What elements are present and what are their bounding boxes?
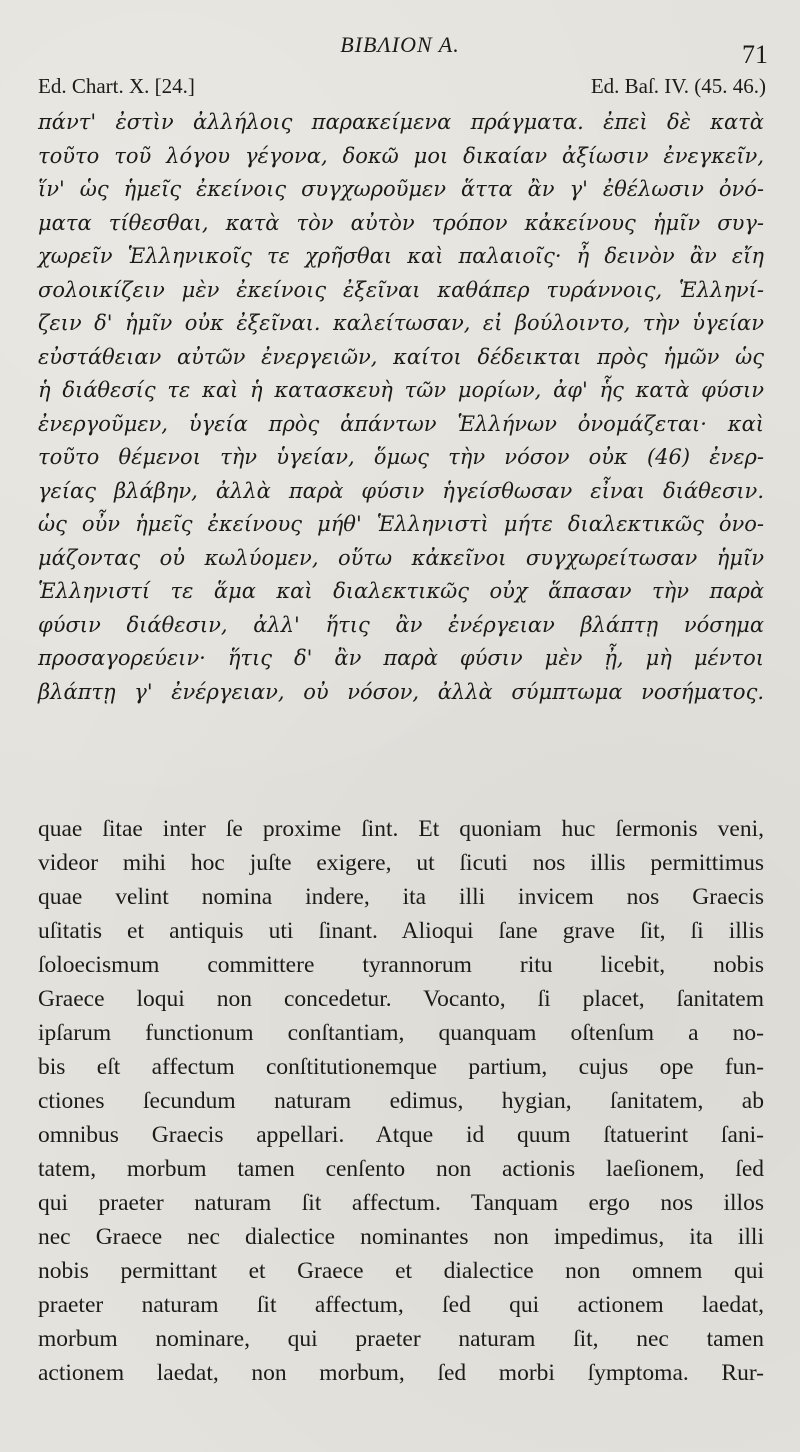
latin-text-line: bis eſt affectum conſtitutionemque partium, cujus ope fun- <box>38 1054 764 1080</box>
edition-reference-left: Ed. Chart. X. [24.] <box>38 74 195 98</box>
greek-text-line: τοῦτο θέμενοι τὴν ὑγείαν, ὅμως τὴν νόσον οὐκ (46) ἐνερ- <box>38 445 764 469</box>
greek-text-line: τοῦτο τοῦ λόγου γέγονα, δοκῶ μοι δικαίαν ἀξίωσιν ἐνεγκεῖν, <box>38 143 764 168</box>
greek-text-line: βλάπτῃ γ' ἐνέργειαν, οὐ νόσον, ἀλλὰ σύμπτωμα νοσήματος. <box>38 679 764 704</box>
greek-text-line: προσαγορεύειν· ἥτις δ' ἂν παρὰ φύσιν μὲν ᾖ, μὴ μέντοι <box>38 646 764 670</box>
greek-text-line: ἡ διάθεσίς τε καὶ ἡ κατασκευὴ τῶν μορίων, ἀφ' ἧς κατὰ φύσιν <box>38 378 764 402</box>
greek-text-line: ματα τίθεσθαι, κατὰ τὸν αὐτὸν τρόπον κἀκείνους ἡμῖν συγ- <box>38 210 764 235</box>
latin-text-line: tatem, morbum tamen cenſento non actionis laeſionem, ſed <box>38 1156 764 1182</box>
greek-text-block <box>38 106 764 709</box>
greek-text-line: μάζοντας οὐ κωλύομεν, οὕτω κἀκεῖνοι συγχωρείτωσαν ἡμῖν <box>38 545 764 570</box>
greek-text-line: σολοικίζειν μὲν ἐκείνοις ἐξεῖναι καθάπερ τυράννοις, Ἑλληνί- <box>38 277 764 302</box>
greek-text-line: πάντ' ἐστὶν ἀλλήλοις παρακείμενα πράγματα. ἐπεὶ δὲ κατὰ <box>38 110 764 134</box>
greek-text-line: χωρεῖν Ἑλληνικοῖς τε χρῆσθαι καὶ παλαιοῖς· ἦ δεινὸν ἂν εἴη <box>38 244 764 268</box>
greek-text-line: ἵν' ὡς ἡμεῖς ἐκείνοις συγχωροῦμεν ἅττα ἂν γ' ἐθέλωσιν ὀνό- <box>38 177 764 201</box>
latin-text-line: nec Graece nec dialectice nominantes non impedimus, ita illi <box>38 1224 764 1250</box>
running-head-title: ΒΙΒΛΙΟΝ Α. <box>340 32 460 57</box>
page-number: 71 <box>742 40 768 69</box>
latin-text-line: videor mihi hoc juſte exigere, ut ſicuti nos illis permittimus <box>38 850 764 876</box>
greek-text-line: γείας βλάβην, ἀλλὰ παρὰ φύσιν ἡγείσθωσαν εἶναι διάθεσιν. <box>38 478 764 503</box>
latin-text-line: omnibus Graecis appellari. Atque id quum ſtatuerint ſani- <box>38 1122 764 1148</box>
greek-text-line: εὐστάθειαν αὐτῶν ἐνεργειῶν, καίτοι δέδεικται πρὸς ἡμῶν ὡς <box>38 344 764 369</box>
latin-text-line: Graece loqui non concedetur. Vocanto, ſi placet, ſanitatem <box>38 986 764 1012</box>
latin-text-line: quae velint nomina indere, ita illi invicem nos Graecis <box>38 884 764 910</box>
latin-text-line: ctiones ſecundum naturam edimus, hygian, ſanitatem, ab <box>38 1088 764 1114</box>
edition-reference-right: Ed. Baſ. IV. (45. 46.) <box>590 74 766 98</box>
latin-text-line: ſoloecismum committere tyrannorum ritu licebit, nobis <box>38 952 764 978</box>
latin-text-line: praeter naturam ſit affectum, ſed qui actionem laedat, <box>38 1292 764 1318</box>
latin-text-line: quae ſitae inter ſe proxime ſint. Et quoniam huc ſermonis veni, <box>38 816 764 842</box>
latin-text-line: actionem laedat, non morbum, ſed morbi ſymptoma. Rur- <box>38 1360 764 1386</box>
greek-text-line: ὡς οὖν ἡμεῖς ἐκείνους μήθ' Ἑλληνιστὶ μήτε διαλεκτικῶς ὀνο- <box>38 512 764 536</box>
latin-text-line: uſitatis et antiquis uti ſinant. Alioqui ſane grave ſit, ſi illis <box>38 918 764 944</box>
greek-text-line: φύσιν διάθεσιν, ἀλλ' ἥτις ἂν ἐνέργειαν βλάπτῃ νόσημα <box>38 612 764 637</box>
latin-text-line: ipſarum functionum conſtantiam, quanquam oſtenſum a no- <box>38 1020 764 1046</box>
latin-text-line: morbum nominare, qui praeter naturam ſit, nec tamen <box>38 1326 764 1352</box>
latin-text-block <box>38 812 764 1390</box>
latin-text-line: qui praeter naturam ſit affectum. Tanquam ergo nos illos <box>38 1190 764 1216</box>
greek-text-line: Ἑλληνιστί τε ἅμα καὶ διαλεκτικῶς οὐχ ἅπασαν τὴν παρὰ <box>38 579 764 603</box>
greek-text-line: ἐνεργοῦμεν, ὑγεία πρὸς ἁπάντων Ἑλλήνων ὀνομάζεται· καὶ <box>38 411 764 436</box>
latin-text-line: nobis permittant et Graece et dialectice non omnem qui <box>38 1258 764 1284</box>
greek-text-line: ζειν δ' ἡμῖν οὐκ ἐξεῖναι. καλείτωσαν, εἰ βούλοιντο, τὴν ὑγείαν <box>38 311 764 335</box>
